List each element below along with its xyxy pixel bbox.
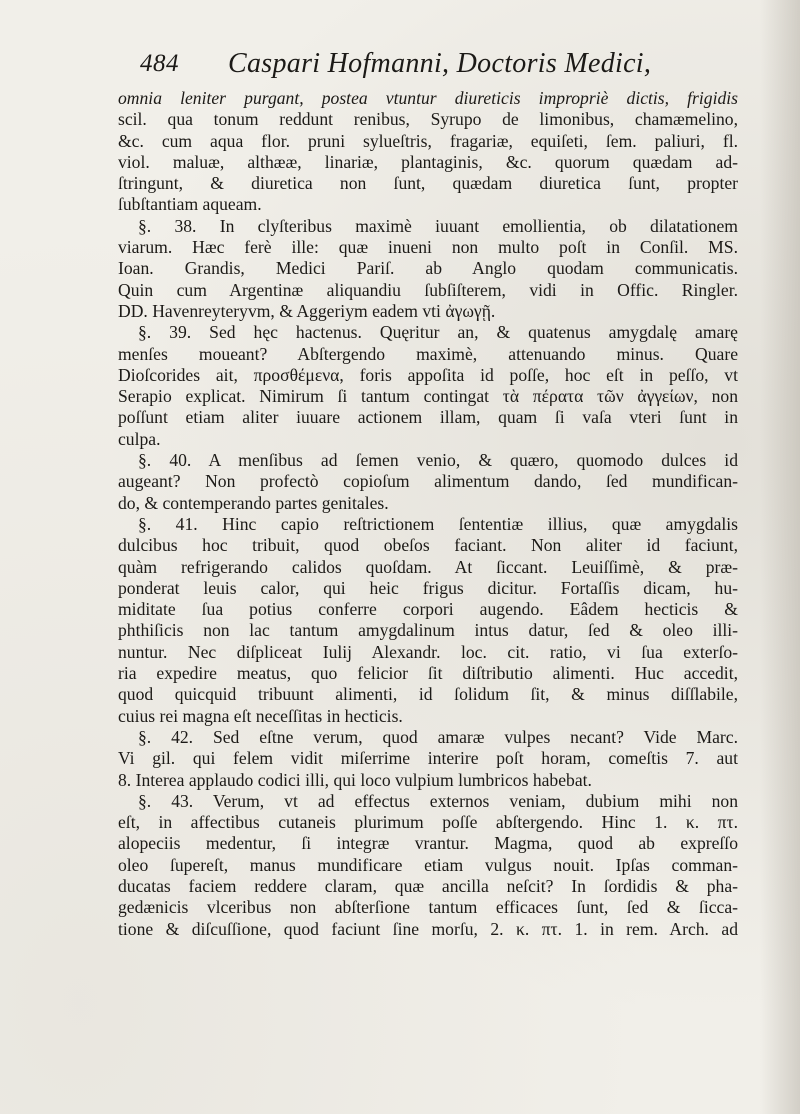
- text-line: Ioan. Grandis, Medici Pariſ. ab Anglo quodam communicatis.: [118, 258, 738, 279]
- text-line: §. 43. Verum, vt ad effectus externos veniam, dubium mihi non: [138, 790, 738, 811]
- text-line: alopeciis medentur, ſi integræ vrantur. Magma, quod ab expreſſo: [118, 833, 738, 854]
- text-line: §. 42. Sed eſtne verum, quod amaræ vulpes necant? Vide Marc.: [138, 726, 738, 747]
- text-line: Dioſcorides ait, προσθέμενα, foris appoſita id poſſe, hoc eſt in peſſo, vt: [118, 364, 738, 385]
- text-line: §. 41. Hinc capio reſtrictionem ſententiæ illius, quæ amygdalis: [138, 513, 738, 534]
- text-line: §. 39. Sed hęc hactenus. Quęritur an, & quatenus amygdalę amarę: [138, 322, 738, 343]
- text-line: omnia leniter purgant, postea vtuntur diureticis impropriè dictis, frigidis: [118, 88, 738, 108]
- text-line: culpa.: [118, 428, 161, 449]
- text-line: poſſunt etiam aliter iuuare actionem illam, quam ſi vaſa vteri ſunt in: [118, 407, 738, 428]
- text-line: §. 38. In clyſteribus maximè iuuant emollientia, ob dilatationem: [138, 215, 738, 236]
- text-line: ponderat leuis calor, qui heic frigus dicitur. Fortaſſis dicam, hu-: [118, 577, 738, 598]
- text-line: cuius rei magna eſt neceſſitas in hecticis.: [118, 705, 403, 726]
- text-line: ducatas faciem reddere claram, quæ ancilla neſcit? In ſordidis & pha-: [118, 875, 738, 896]
- text-line: DD. Havenreyteryvm, & Aggeriym eadem vti ἀγωγῇ.: [118, 300, 496, 321]
- text-line: scil. qua tonum reddunt renibus, Syrupo de limonibus, chamæmelino,: [118, 109, 738, 130]
- text-line: oleo ſupereſt, manus mundificare etiam vulgus nouit. Ipſas comman-: [118, 854, 738, 875]
- text-line: ſubſtantiam aqueam.: [118, 194, 262, 215]
- running-head: Caspari Hofmanni, Doctoris Medici,: [228, 48, 652, 79]
- body-text: [118, 88, 738, 940]
- text-line: nuntur. Nec diſpliceat Iulij Alexandr. loc. cit. ratio, vi ſua exterſo-: [118, 641, 738, 662]
- text-line: Vi gil. qui felem vidit miſerrime interire poſt horam, comeſtis 7. aut: [118, 748, 738, 769]
- text-line: viol. maluæ, althææ, linariæ, plantaginis, &c. quorum quædam ad-: [118, 151, 738, 172]
- text-line: phthiſicis non lac tantum amygdalinum intus datur, ſed & oleo illi-: [118, 620, 738, 641]
- text-line: §. 40. A menſibus ad ſemen venio, & quæro, quomodo dulces id: [138, 450, 738, 471]
- text-line: Quin cum Argentinæ aliquandiu ſubſiſterem, vidi in Offic. Ringler.: [118, 279, 738, 300]
- text-line: eſt, in affectibus cutaneis plurimum poſſe abſtergendo. Hinc 1. κ. πτ.: [118, 812, 738, 833]
- page-edge-shadow: [760, 0, 800, 1114]
- text-line: augeant? Non profectò copioſum alimentum dando, ſed mundifican-: [118, 471, 738, 492]
- text-line: menſes moueant? Abſtergendo maximè, attenuando minus. Quare: [118, 343, 738, 364]
- text-line: viarum. Hæc ferè ille: quæ inueni non multo poſt in Conſil. MS.: [118, 237, 738, 258]
- page-header: [140, 48, 700, 84]
- text-line: gedænicis vlceribus non abſterſione tantum efficaces ſunt, ſed & ſicca-: [118, 897, 738, 918]
- text-line: do, & contemperando partes genitales.: [118, 492, 389, 513]
- text-line: quàm refrigerando calidos quoſdam. At ſiccant. Leuiſſimè, & præ-: [118, 556, 738, 577]
- text-line: ria expedire meatus, quo felicior ſit diſtributio alimenti. Huc accedit,: [118, 663, 738, 684]
- text-line: miditate ſua potius conferre corpori augendo. Eâdem hecticis &: [118, 599, 738, 620]
- text-line: Serapio explicat. Nimirum ſi tantum contingat τὰ πέρατα τῶν ἀγγείων, non: [118, 386, 738, 407]
- text-line: tione & diſcuſſione, quod faciunt ſine morſu, 2. κ. πτ. 1. in rem. Arch. ad: [118, 918, 738, 939]
- text-line: &c. cum aqua flor. pruni sylueſtris, fragariæ, equiſeti, ſem. paliuri, fl.: [118, 130, 738, 151]
- text-line: dulcibus hoc tribuit, quod obeſos faciant. Non aliter id faciunt,: [118, 535, 738, 556]
- page-number: 484: [140, 50, 179, 77]
- text-line: 8. Interea applaudo codici illi, qui loco vulpium lumbricos habebat.: [118, 769, 592, 790]
- text-line: ſtringunt, & diuretica non ſunt, quædam diuretica ſunt, propter: [118, 173, 738, 194]
- text-line: quod quicquid tribuunt alimenti, id ſolidum ſit, & minus diſſlabile,: [118, 684, 738, 705]
